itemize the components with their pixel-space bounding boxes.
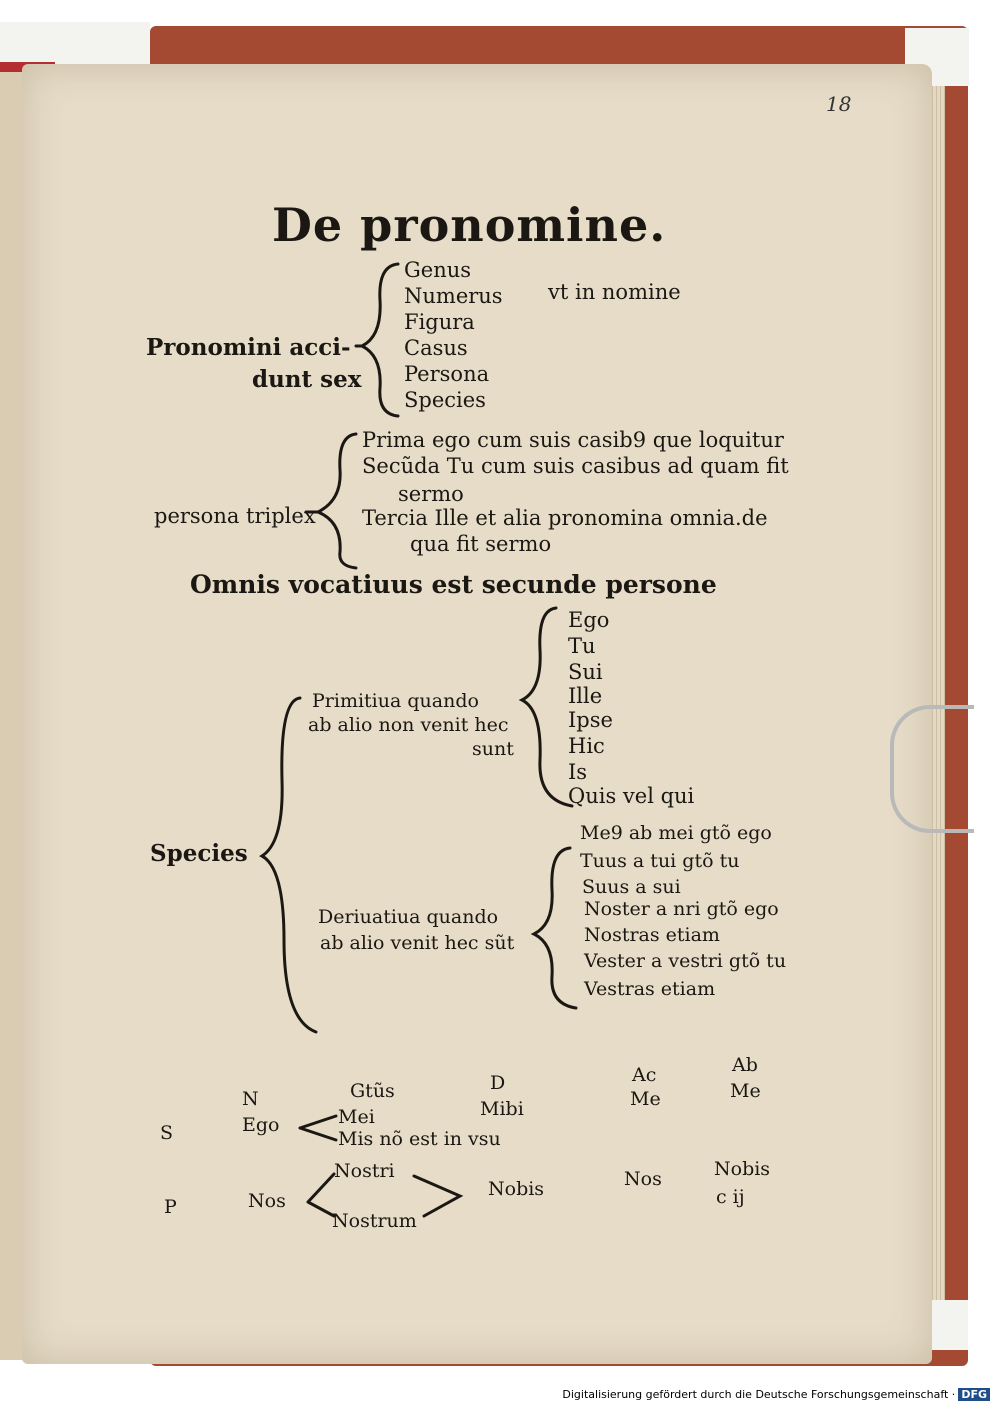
decl-singular-ac: Me xyxy=(630,1088,661,1110)
decl-header-n: N xyxy=(242,1088,259,1110)
decl-plural-n: Nos xyxy=(248,1190,286,1212)
deriuatiua-item: Suus a sui xyxy=(582,876,681,898)
deriuatiua-item: Vestras etiam xyxy=(584,978,716,1000)
persona-brace xyxy=(318,434,356,568)
decl-singular-g1: Mei xyxy=(338,1106,375,1128)
plural-genitive-connector xyxy=(308,1174,334,1216)
dfg-logo-icon: DFG xyxy=(958,1388,990,1401)
page-number: 18 xyxy=(826,92,852,116)
primitiua-item: Ipse xyxy=(568,708,613,732)
deriuatiua-line: ab alio venit hec sũt xyxy=(320,932,515,954)
decl-plural-g2: Nostrum xyxy=(332,1210,417,1232)
primitiua-item: Tu xyxy=(568,634,596,658)
accident-item: Persona xyxy=(404,362,490,386)
decl-plural-ab1: Nobis xyxy=(714,1158,771,1180)
accident-item: Casus xyxy=(404,336,468,360)
persona-line: qua fit sermo xyxy=(410,532,552,556)
primitiua-line: ab alio non venit hec xyxy=(308,714,509,736)
primitiua-item: Hic xyxy=(568,734,605,758)
primitiua-item: Quis vel qui xyxy=(568,784,695,808)
decl-singular-ab: Me xyxy=(730,1080,761,1102)
persona-line: Secũda Tu cum suis casibus ad quam fit xyxy=(362,454,789,478)
decl-header-ac: Ac xyxy=(632,1064,657,1086)
primitiua-item: Ego xyxy=(568,608,610,632)
accident-item: Numerus xyxy=(404,284,503,308)
accident-item: Genus xyxy=(404,258,472,282)
deriuatiua-item: Me9 ab mei gtõ ego xyxy=(580,822,772,844)
decl-plural-g1: Nostri xyxy=(334,1160,395,1182)
primitiua-item: Ille xyxy=(568,684,603,708)
decl-header-gtus: Gtũs xyxy=(350,1080,395,1102)
deriuatiua-item: Nostras etiam xyxy=(584,924,720,946)
accidents-note: vt in nomine xyxy=(548,280,681,304)
accidents-lead-1: Pronomini acci- xyxy=(146,334,351,361)
persona-lead: persona triplex xyxy=(154,504,316,528)
deriuatiua-item: Vester a vestri gtõ tu xyxy=(584,950,787,972)
deriuatiua-item: Tuus a tui gtõ tu xyxy=(580,850,740,872)
primitiua-item: Sui xyxy=(568,660,603,684)
decl-header-d: D xyxy=(490,1072,506,1094)
primitiua-brace xyxy=(522,608,572,806)
decl-plural-ac: Nos xyxy=(624,1168,662,1190)
decl-singular-n: Ego xyxy=(242,1114,280,1136)
page-title: De pronomine. xyxy=(272,198,667,252)
primitiua-item: Is xyxy=(568,760,588,784)
plural-dative-connector xyxy=(414,1176,460,1216)
accidents-lead-2: dunt sex xyxy=(252,366,362,393)
decl-plural-label: P xyxy=(164,1196,177,1218)
vocative-rule: Omnis vocatiuus est secunde persone xyxy=(190,570,717,599)
deriuatiua-brace xyxy=(534,848,576,1008)
decl-plural-ab2: c ij xyxy=(716,1186,745,1208)
persona-line: Tercia Ille et alia pronomina omnia.de xyxy=(362,506,768,530)
deriuatiua-line: Deriuatiua quando xyxy=(318,906,499,928)
persona-line: sermo xyxy=(398,482,464,506)
accident-item: Species xyxy=(404,388,486,412)
digitization-credit xyxy=(0,1388,990,1401)
decl-plural-d: Nobis xyxy=(488,1178,545,1200)
decl-header-ab: Ab xyxy=(732,1054,758,1076)
deriuatiua-item: Noster a nri gtõ ego xyxy=(584,898,779,920)
primitiua-line: Primitiua quando xyxy=(312,690,479,712)
species-brace xyxy=(262,698,316,1032)
accidents-brace xyxy=(362,264,398,416)
accident-item: Figura xyxy=(404,310,475,334)
decl-singular-label: S xyxy=(160,1122,174,1144)
primitiua-line: sunt xyxy=(472,738,514,760)
persona-line: Prima ego cum suis casib9 que loquitur xyxy=(362,428,784,452)
credit-text: Digitalisierung gefördert durch die Deutsche Forschungsgemeinschaft · xyxy=(562,1388,956,1401)
singular-genitive-connector xyxy=(300,1116,336,1140)
species-label: Species xyxy=(150,840,248,867)
decl-singular-d: Mibi xyxy=(480,1098,524,1120)
decl-singular-g2: Mis nõ est in vsu xyxy=(338,1128,501,1150)
